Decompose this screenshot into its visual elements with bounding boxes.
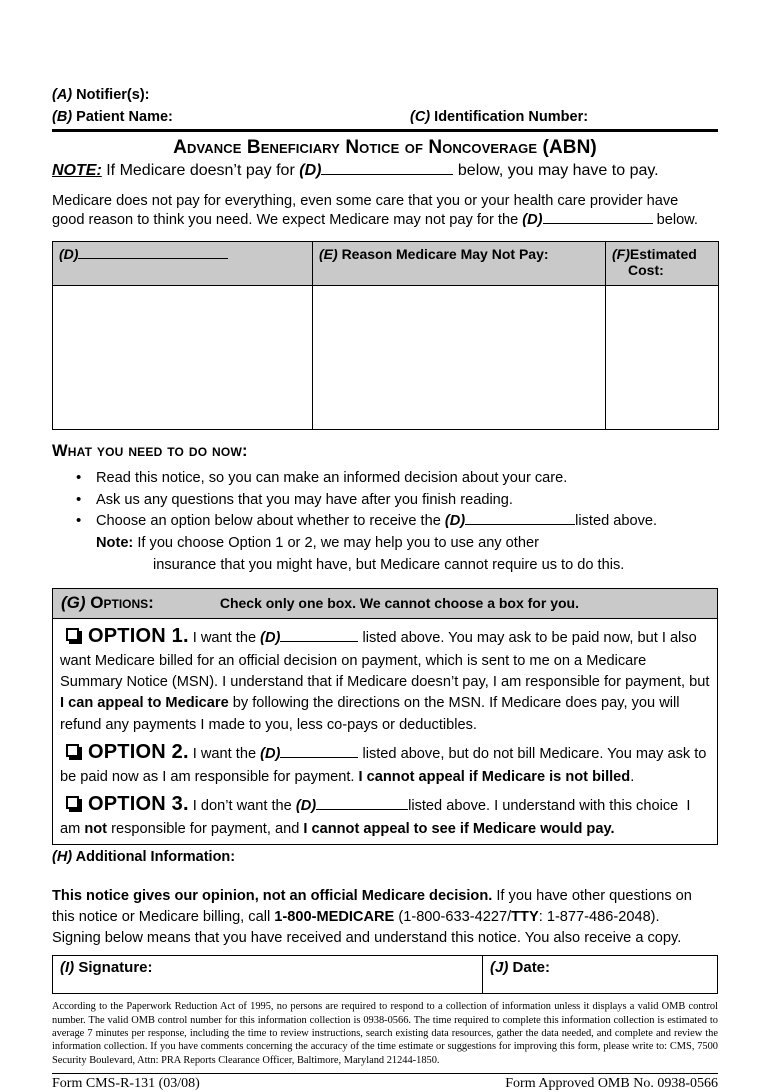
what-to-do-list	[52, 468, 718, 534]
options-header-text: Options:	[90, 593, 154, 613]
column-header-d-blank[interactable]	[78, 258, 228, 259]
what-to-do-heading: What you need to do now:	[52, 441, 248, 460]
patient-id-line	[52, 108, 718, 128]
notice-text-3: : 1-877-486-2048).	[538, 909, 660, 926]
option-2-text-1: I want the	[192, 745, 257, 762]
list-item	[76, 468, 718, 490]
table-header-row	[53, 241, 719, 285]
list-item-label: Read this notice, so you can make an informed decision about your care.	[96, 469, 568, 486]
table-row	[53, 285, 719, 429]
label-i: (I)	[60, 959, 75, 977]
options-body	[53, 619, 717, 844]
bullet3-after: listed above.	[575, 513, 658, 530]
notifier-label: Notifier(s):	[76, 87, 150, 103]
label-b: (B)	[52, 108, 73, 125]
option-2-blank[interactable]	[280, 757, 358, 758]
bullet-icon: •	[76, 490, 82, 508]
option-2-placeholder-d: (D)	[260, 745, 281, 762]
header-divider	[52, 129, 718, 132]
date-label: Date:	[512, 959, 551, 977]
label-a: (A)	[52, 87, 73, 103]
signature-label: Signature:	[78, 959, 153, 977]
notifier-line	[52, 86, 718, 106]
intro-line-1: Medicare does not pay for everything, even some care that you or your health care provider have	[52, 193, 679, 210]
page-title-abbrev: (ABN)	[542, 137, 597, 159]
list-item-label: Ask us any questions that you may have after you finish reading.	[96, 491, 513, 508]
notice-bold-3: TTY	[511, 909, 539, 926]
intro-placeholder-d: (D)	[522, 212, 543, 229]
footer-form-number: Form CMS-R-131 (03/08)	[52, 1076, 200, 1092]
page-title-text: Advance Beneficiary Notice of Noncoverage	[173, 137, 538, 159]
footer-divider	[52, 1073, 718, 1074]
date-cell[interactable]	[483, 956, 718, 994]
option-3-placeholder-d: (D)	[295, 797, 317, 814]
option-1-checkbox[interactable]	[66, 628, 79, 641]
option-2-checkbox[interactable]	[66, 744, 79, 757]
option-help-note-cont: insurance that you might have, but Medicare cannot require us to do this.	[153, 557, 625, 574]
patient-name-label: Patient Name:	[76, 108, 173, 125]
option-1-text-2: listed above. You may ask to be paid now, but I also want Medicare billed for an official decision on payment, which is sent to me on a Medicare Summary Notice (MSN). I understand that if Medicare doesn’t pay, I am responsible for payment, but	[60, 630, 710, 691]
option-2-text-2: listed above, but do not bill Medicare. You may ask to be paid now as I am responsible for payment.	[60, 745, 707, 785]
bullet-icon: •	[76, 512, 82, 530]
signature-table	[52, 955, 718, 994]
note-placeholder-d: (D)	[299, 162, 322, 180]
column-header-e-text: Reason Medicare May Not Pay:	[341, 245, 549, 262]
notice-text-4: Signing below means that you have received and understand this notice. You also receive a copy.	[52, 930, 682, 947]
option-help-note	[96, 533, 718, 555]
options-box	[52, 588, 718, 845]
option-3-checkbox[interactable]	[66, 796, 79, 809]
list-item	[76, 490, 718, 512]
option-1-blank[interactable]	[280, 641, 358, 642]
intro-line-2-before: good reason to think you need. We expect Medicare may not pay for the	[52, 212, 519, 229]
notice-bold-1: This notice gives our opinion, not an official Medicare decision.	[52, 888, 493, 905]
column-header-e-label: (E)	[319, 245, 338, 262]
identification-number-field[interactable]	[410, 108, 588, 128]
options-header-note: Check only one box. We cannot choose a box for you.	[219, 595, 579, 612]
option-2-text-3: .	[630, 768, 635, 785]
note-line	[52, 162, 718, 180]
note-label: NOTE:	[52, 162, 102, 180]
option-2-block[interactable]	[60, 738, 710, 788]
patient-name-field[interactable]	[52, 108, 410, 128]
additional-information-label	[52, 849, 718, 865]
option-2-bold-1: I cannot appeal if Medicare is not billed	[358, 768, 631, 785]
option-help-note-label: Note:	[96, 535, 134, 552]
option-3-bold-2: I cannot appeal to see if Medicare would pay.	[303, 820, 615, 837]
option-3-text-1: I don’t want the	[192, 797, 292, 814]
bullet3-blank[interactable]	[465, 524, 575, 525]
intro-line-2-after: below.	[656, 212, 698, 229]
list-item-label: Choose an option below about whether to receive the	[96, 513, 441, 530]
option-3-block[interactable]	[60, 790, 710, 840]
page-title	[52, 137, 718, 159]
identification-number-label: Identification Number:	[434, 108, 589, 125]
column-header-d	[53, 241, 313, 285]
signature-cell[interactable]	[53, 956, 483, 994]
option-1-text-4: . If Medicare does pay, you will refund any payments I made to you, less co-pays or deductibles.	[60, 695, 680, 733]
option-1-block[interactable]	[60, 622, 710, 736]
option-3-text-3-pre: I am	[60, 797, 691, 837]
cell-d-entry[interactable]	[53, 285, 313, 429]
options-label-g: (G)	[61, 593, 86, 613]
note-text-after: below, you may have to pay.	[457, 162, 659, 180]
column-header-f-label: (F)	[612, 245, 630, 262]
column-header-f-text: Estimated	[629, 245, 697, 262]
label-j: (J)	[490, 959, 509, 977]
option-1-text-3: by following the directions on the MSN	[232, 695, 481, 712]
option-1-title: OPTION 1.	[88, 625, 189, 648]
bullet3-placeholder-d: (D)	[444, 513, 466, 530]
options-header	[53, 589, 717, 619]
option-2-title: OPTION 2.	[88, 740, 189, 763]
options-header-title	[61, 593, 154, 613]
notice-text-2: (1-800-633-4227/	[398, 909, 512, 926]
option-3-bold-1: not	[84, 820, 108, 837]
label-c: (C)	[410, 108, 431, 125]
option-3-text-2: listed above. I understand with this choice	[408, 797, 679, 814]
option-3-text-3-mid: , and	[266, 820, 300, 837]
bullet-icon: •	[76, 468, 82, 486]
intro-blank[interactable]	[543, 223, 653, 224]
cell-f-entry[interactable]	[606, 285, 719, 429]
notice-bold-2: 1-800-MEDICARE	[274, 909, 395, 926]
option-3-title: OPTION 3.	[88, 792, 189, 815]
footer-omb-approval: Form Approved OMB No. 0938-0566	[505, 1076, 718, 1092]
label-h: (H)	[52, 849, 73, 866]
column-header-f	[606, 241, 719, 285]
notice-text-1: If you have other questions on this notice or Medicare billing, call	[52, 888, 692, 926]
abn-items-table	[52, 241, 719, 430]
option-help-note-line1: If you choose Option 1 or 2, we may help you to use any other	[137, 535, 539, 552]
column-header-e	[313, 241, 606, 285]
cell-e-entry[interactable]	[313, 285, 606, 429]
footer	[52, 1076, 718, 1092]
table-row	[53, 956, 718, 994]
option-3-blank[interactable]	[316, 809, 408, 810]
option-1-text-1: I want the	[192, 630, 257, 647]
notice-paragraph	[52, 886, 718, 949]
abn-form-page	[52, 0, 718, 1092]
note-blank[interactable]	[321, 174, 453, 175]
note-text-before: If Medicare doesn’t pay for	[106, 162, 295, 180]
paperwork-reduction-act-notice: According to the Paperwork Reduction Act of 1995, no persons are required to respond to a collection of information unless it displays a valid OMB control number. The valid OMB control number for this information collection is 0938-0566. The time required to complete this information collection is estimated to average 7 minutes per response, including the time to review instructions, search existing data resources, gather the data needed, and complete and review the information collection. If you have comments concerning the accuracy of the time estimate or suggestions for improving this form, please write to: CMS, 7500 Security Boulevard, Attn: PRA Reports Clearance Officer, Baltimore, Maryland 21244-1850.	[52, 1001, 718, 1066]
list-item	[76, 511, 718, 533]
additional-information-text: Additional Information:	[75, 849, 236, 866]
intro-paragraph	[52, 192, 718, 231]
option-1-placeholder-d: (D)	[260, 630, 281, 647]
column-header-d-label: (D)	[59, 245, 79, 262]
option-1-bold-1: I can appeal to Medicare	[60, 695, 229, 712]
column-header-f-text2: Cost:	[628, 261, 664, 278]
option-3-text-3: responsible for payment	[111, 820, 267, 837]
